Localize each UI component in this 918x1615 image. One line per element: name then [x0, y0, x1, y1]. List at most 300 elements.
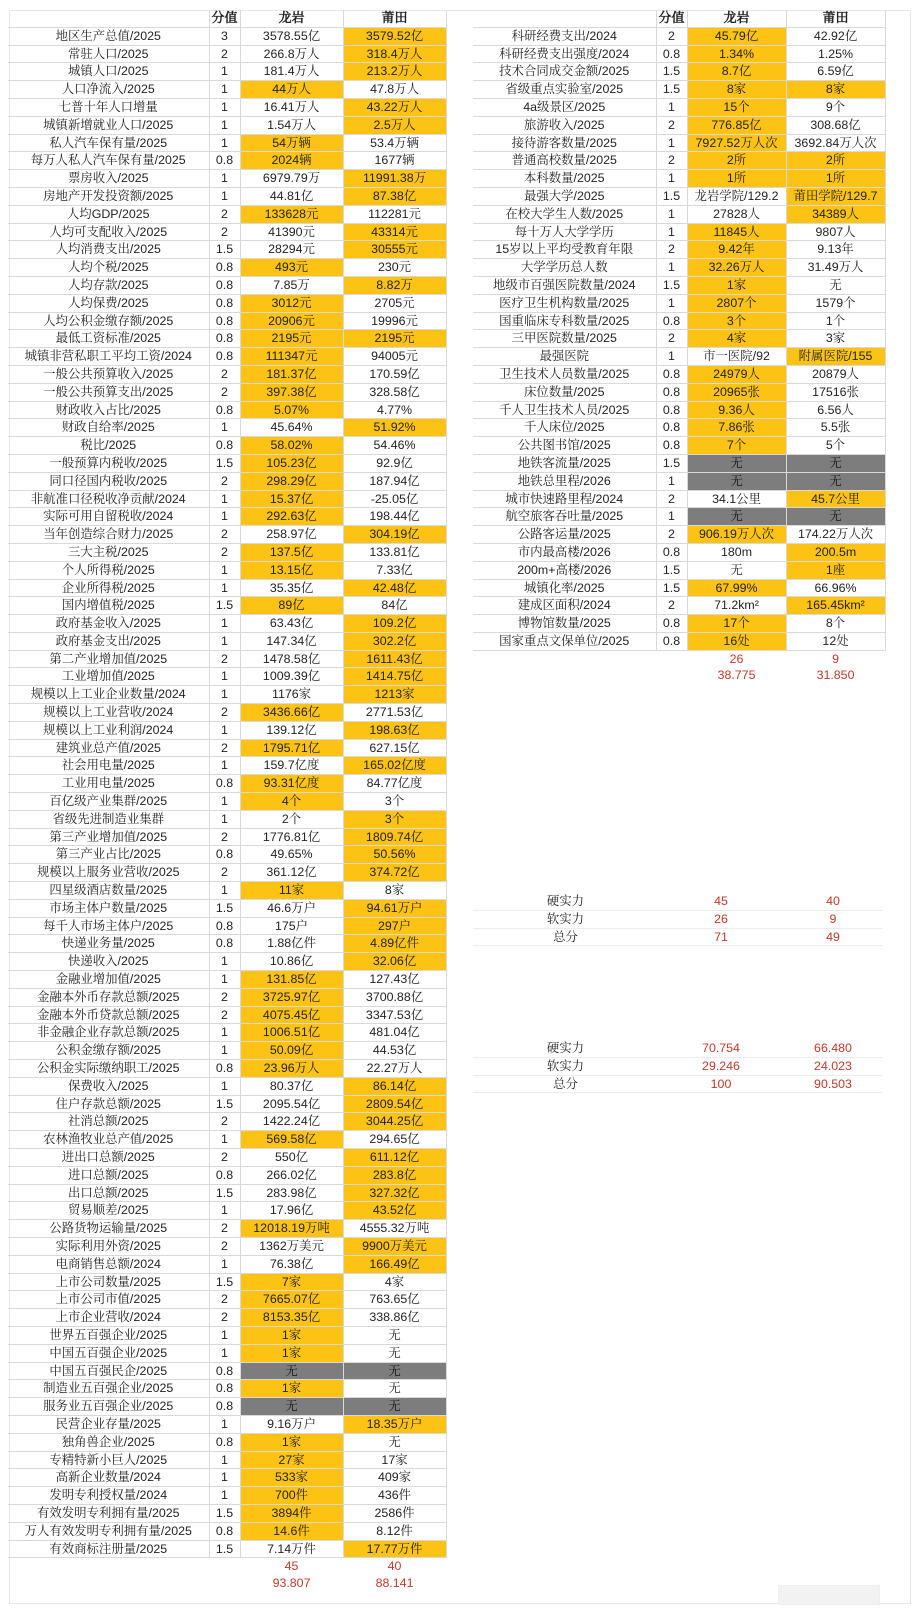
putian-total: 31.850 [816, 668, 855, 683]
indicator-name: 金融本外币存款总额/2025 [8, 988, 209, 1006]
longyan-value: 89亿 [240, 597, 343, 615]
weight-value: 0.8 [209, 294, 240, 312]
putian-value: 2所 [786, 152, 885, 170]
longyan-value: 1.88亿件 [240, 935, 343, 953]
indicator-name: 中国五百强企业/2025 [8, 1344, 209, 1362]
weight-value: 1 [209, 1042, 240, 1060]
indicator-name: 社会用电量/2025 [8, 757, 209, 775]
longyan-value: 9.36人 [687, 401, 786, 419]
weight-value: 2 [209, 472, 240, 490]
indicator-name: 省级重点实验室/2025 [473, 81, 656, 99]
putian-value: 2.5万人 [343, 116, 446, 134]
putian-value: 54.46% [343, 437, 446, 455]
putian-value: 174.22万人次 [786, 526, 885, 544]
indicator-name: 城镇人口/2025 [8, 63, 209, 81]
weight-value: 2 [209, 45, 240, 63]
longyan-value: 8153.35亿 [240, 1309, 343, 1327]
table-row [8, 828, 446, 846]
summary-label: 软实力 [546, 911, 585, 926]
putian-value: 2195元 [343, 330, 446, 348]
table-row [8, 739, 446, 757]
table-row [8, 953, 446, 971]
longyan-value: 147.34亿 [240, 632, 343, 650]
summary-table-raw [473, 893, 882, 946]
putian-value: 45.7公里 [786, 490, 885, 508]
weight-value: 0.8 [656, 45, 687, 63]
weight-value: 2 [209, 1291, 240, 1309]
longyan-value: 20906元 [240, 312, 343, 330]
putian-value: 9807人 [786, 223, 885, 241]
indicator-name: 规模以上工业营收/2024 [8, 704, 209, 722]
weight-value: 0.8 [209, 1433, 240, 1451]
putian-value: 8家 [343, 882, 446, 900]
weight-value: 2 [209, 988, 240, 1006]
putian-value: 无 [343, 1380, 446, 1398]
indicator-name: 快递业务量/2025 [8, 935, 209, 953]
putian-value: 18.35万户 [343, 1415, 446, 1433]
putian-value: 297户 [343, 917, 446, 935]
indicator-name: 医疗卫生机构数量/2025 [473, 294, 656, 312]
putian-value: 5.5张 [786, 419, 885, 437]
table-row [473, 45, 885, 63]
putian-value: 3347.53亿 [343, 1006, 446, 1024]
putian-value: 87.38亿 [343, 187, 446, 205]
putian-total: 40 [387, 1559, 402, 1574]
longyan-value: 80.37亿 [240, 1077, 343, 1095]
longyan-value: 49.65% [240, 846, 343, 864]
indicator-name: 有效发明专利拥有量/2025 [8, 1504, 209, 1522]
table-row [8, 1362, 446, 1380]
indicator-name: 人均保费/2025 [8, 294, 209, 312]
weight-value: 2 [656, 152, 687, 170]
longyan-score: 70.754 [702, 1041, 740, 1055]
weight-value: 0.8 [209, 312, 240, 330]
indicator-name: 规模以上工业企业数量/2024 [8, 686, 209, 704]
putian-value: 3700.88亿 [343, 988, 446, 1006]
indicator-name: 电商销售总额/2024 [8, 1255, 209, 1273]
weight-value: 2 [209, 526, 240, 544]
putian-value: 1个 [786, 312, 885, 330]
putian-value: 1809.74亿 [343, 828, 446, 846]
putian-value: 6.56人 [786, 401, 885, 419]
weight-value: 1 [656, 508, 687, 526]
indicator-name: 大学学历总人数 [473, 259, 656, 277]
weight-value: 1.5 [209, 899, 240, 917]
header-longyan: 龙岩 [240, 10, 343, 27]
watermark-box [778, 1585, 880, 1605]
score-total-row [8, 1575, 446, 1592]
table-row [8, 1006, 446, 1024]
putian-value: 338.86亿 [343, 1309, 446, 1327]
table-row [8, 1255, 446, 1273]
longyan-value: 1家 [240, 1326, 343, 1344]
putian-value: 8个 [786, 615, 885, 633]
longyan-value: 1.54万人 [240, 116, 343, 134]
table-row [8, 1273, 446, 1291]
indicator-name: 国重临床专科数量/2025 [473, 312, 656, 330]
table-row [473, 241, 885, 259]
table-row [8, 508, 446, 526]
table-row [8, 1398, 446, 1416]
putian-value: 32.06亿 [343, 953, 446, 971]
longyan-value: 8.7亿 [687, 63, 786, 81]
longyan-value: 181.37亿 [240, 365, 343, 383]
putian-value: 9个 [786, 98, 885, 116]
putian-value: 17家 [343, 1451, 446, 1469]
putian-value: 莆田学院/129.7 [786, 187, 885, 205]
score-total-row [8, 1558, 446, 1575]
putian-value: 4家 [343, 1273, 446, 1291]
table-row [473, 312, 885, 330]
longyan-value: 44.81亿 [240, 187, 343, 205]
weight-value: 1 [209, 1202, 240, 1220]
weight-value: 0.8 [209, 437, 240, 455]
score-total-row [473, 650, 885, 667]
weight-value: 1 [656, 294, 687, 312]
indicator-name: 第二产业增加值/2025 [8, 650, 209, 668]
putian-value: 1677辆 [343, 152, 446, 170]
putian-value: 92.9亿 [343, 454, 446, 472]
putian-value: 43.52亿 [343, 1202, 446, 1220]
table-row [8, 615, 446, 633]
longyan-score: 45 [714, 894, 728, 908]
weight-value: 2 [209, 1113, 240, 1131]
putian-value: 302.2亿 [343, 632, 446, 650]
indicator-name: 国家重点文保单位/2025 [473, 632, 656, 650]
summary-label: 总分 [553, 1076, 578, 1091]
weight-value: 0.8 [209, 1380, 240, 1398]
longyan-value: 3725.97亿 [240, 988, 343, 1006]
weight-value: 2 [209, 828, 240, 846]
weight-value: 2 [209, 205, 240, 223]
indicator-name: 保费收入/2025 [8, 1077, 209, 1095]
weight-value: 1 [209, 561, 240, 579]
longyan-value: 137.5亿 [240, 543, 343, 561]
table-row [473, 419, 885, 437]
indicator-name: 公积金缴存额/2025 [8, 1042, 209, 1060]
putian-value: 3家 [786, 330, 885, 348]
indicator-name: 实际利用外资/2025 [8, 1237, 209, 1255]
weight-value: 1 [209, 116, 240, 134]
putian-value: 2771.53亿 [343, 704, 446, 722]
putian-value: 165.45km² [786, 597, 885, 615]
indicator-name: 百亿级产业集群/2025 [8, 793, 209, 811]
indicator-name: 当年创造综合财力/2025 [8, 526, 209, 544]
indicator-name: 工业用电量/2025 [8, 775, 209, 793]
indicator-name: 最低工资标准/2025 [8, 330, 209, 348]
indicator-name: 制造业五百强企业/2025 [8, 1380, 209, 1398]
table-row [473, 187, 885, 205]
indicator-name: 税比/2025 [8, 437, 209, 455]
indicator-name: 企业所得税/2025 [8, 579, 209, 597]
weight-value: 1 [656, 205, 687, 223]
table-row [8, 241, 446, 259]
weight-value: 0.8 [209, 152, 240, 170]
longyan-value: 397.38亿 [240, 383, 343, 401]
putian-value: 409家 [343, 1469, 446, 1487]
table-row [8, 1415, 446, 1433]
table-row [8, 1487, 446, 1505]
header-name [8, 10, 209, 27]
indicator-name: 每千人市场主体户/2025 [8, 917, 209, 935]
indicator-name: 公路客运量/2025 [473, 526, 656, 544]
indicator-name: 个人所得税/2025 [8, 561, 209, 579]
total-weight [209, 1558, 240, 1575]
indicator-name: 有效商标注册量/2025 [8, 1540, 209, 1558]
longyan-value: 2095.54亿 [240, 1095, 343, 1113]
header-name [473, 10, 656, 27]
score-total-row [473, 667, 885, 684]
weight-value: 1 [209, 419, 240, 437]
longyan-value: 181.4万人 [240, 63, 343, 81]
indicator-name: 财政收入占比/2025 [8, 401, 209, 419]
weight-value: 1 [656, 134, 687, 152]
weight-value: 1 [209, 1131, 240, 1149]
indicator-name: 技术合同成交金额/2025 [473, 63, 656, 81]
putian-score: 66.480 [814, 1041, 852, 1055]
longyan-total: 38.775 [717, 668, 756, 683]
indicator-name: 民营企业存量/2025 [8, 1415, 209, 1433]
putian-value: 11991.38万 [343, 170, 446, 188]
indicator-name: 普通高校数量/2025 [473, 152, 656, 170]
table-row [8, 1077, 446, 1095]
table-row [8, 1060, 446, 1078]
longyan-total: 45 [284, 1559, 299, 1574]
table-row [8, 312, 446, 330]
longyan-value: 93.31亿度 [240, 775, 343, 793]
weight-value: 1 [209, 953, 240, 971]
table-row [8, 775, 446, 793]
longyan-value: 8家 [687, 81, 786, 99]
putian-value: 328.58亿 [343, 383, 446, 401]
table-row [8, 1024, 446, 1042]
longyan-value: 1478.58亿 [240, 650, 343, 668]
indicator-name: 建成区面积/2024 [473, 597, 656, 615]
table-row [8, 846, 446, 864]
putian-value: 3个 [343, 810, 446, 828]
longyan-value: 14.6件 [240, 1522, 343, 1540]
putian-value: 53.4万辆 [343, 134, 446, 152]
indicator-name: 金融本外币贷款总额/2025 [8, 1006, 209, 1024]
putian-value: 611.12亿 [343, 1149, 446, 1167]
longyan-value: 46.6万户 [240, 899, 343, 917]
table-row [8, 419, 446, 437]
longyan-value: 3436.66亿 [240, 704, 343, 722]
weight-value: 0.8 [656, 401, 687, 419]
longyan-value: 无 [240, 1398, 343, 1416]
putian-value: 17516张 [786, 383, 885, 401]
putian-value: 2586件 [343, 1504, 446, 1522]
table-row [8, 170, 446, 188]
table-row [8, 1131, 446, 1149]
weight-value: 0.8 [209, 401, 240, 419]
putian-value: 1所 [786, 170, 885, 188]
putian-value: 127.43亿 [343, 971, 446, 989]
table-row [8, 294, 446, 312]
weight-value: 2 [656, 27, 687, 45]
putian-value: 763.65亿 [343, 1291, 446, 1309]
weight-value: 1 [209, 1326, 240, 1344]
weight-value: 2 [209, 365, 240, 383]
table-row [8, 81, 446, 99]
weight-value: 1.5 [656, 454, 687, 472]
table-row [8, 490, 446, 508]
weight-value: 2 [656, 490, 687, 508]
header-weight: 分值 [209, 10, 240, 27]
header-weight: 分值 [656, 10, 687, 27]
weight-value: 1.5 [209, 241, 240, 259]
table-row [8, 597, 446, 615]
weight-value: 1 [209, 579, 240, 597]
table-row [8, 704, 446, 722]
indicator-name: 中国五百强民企/2025 [8, 1362, 209, 1380]
weight-value: 1 [656, 348, 687, 366]
longyan-value: 1422.24亿 [240, 1113, 343, 1131]
indicator-name: 一般预算内税收/2025 [8, 454, 209, 472]
longyan-value: 17.96亿 [240, 1202, 343, 1220]
table-row [8, 721, 446, 739]
table-row [8, 1149, 446, 1167]
weight-value: 0.8 [209, 1522, 240, 1540]
longyan-value: 10.86亿 [240, 953, 343, 971]
indicator-name: 公共图书馆/2025 [473, 437, 656, 455]
indicator-name: 最强医院 [473, 348, 656, 366]
longyan-value: 906.19万人次 [687, 526, 786, 544]
weight-value: 1 [209, 63, 240, 81]
putian-value: 1579个 [786, 294, 885, 312]
summary-label: 硬实力 [546, 894, 585, 908]
table-row [8, 882, 446, 900]
weight-value: 1 [209, 1451, 240, 1469]
weight-value: 1 [209, 98, 240, 116]
longyan-value: 180m [687, 543, 786, 561]
putian-value: 200.5m [786, 543, 885, 561]
putian-value: 230元 [343, 259, 446, 277]
table-row [8, 152, 446, 170]
longyan-value: 34.1公里 [687, 490, 786, 508]
indicator-name: 人均GDP/2025 [8, 205, 209, 223]
weight-value: 1.5 [656, 81, 687, 99]
table-row [8, 63, 446, 81]
table-row [473, 223, 885, 241]
indicator-name: 快递收入/2025 [8, 953, 209, 971]
table-row [8, 668, 446, 686]
putian-score: 9 [829, 911, 837, 926]
longyan-value: 133628元 [240, 205, 343, 223]
weight-value: 1.5 [209, 1504, 240, 1522]
indicator-name: 国内增值税/2025 [8, 597, 209, 615]
longyan-value: 159.7亿度 [240, 757, 343, 775]
longyan-value: 7927.52万人次 [687, 134, 786, 152]
putian-value: 4.89亿件 [343, 935, 446, 953]
weight-value: 1.5 [656, 187, 687, 205]
table-row [473, 152, 885, 170]
longyan-value: 54万辆 [240, 134, 343, 152]
weight-value: 0.8 [209, 1060, 240, 1078]
putian-value: 187.94亿 [343, 472, 446, 490]
longyan-value: 45.79亿 [687, 27, 786, 45]
summary-label: 硬实力 [546, 1041, 585, 1055]
indicator-name: 四星级酒店数量/2025 [8, 882, 209, 900]
weight-value: 2 [209, 1220, 240, 1238]
indicator-name: 最强大学/2025 [473, 187, 656, 205]
longyan-value: 67.99% [687, 579, 786, 597]
table-row [473, 561, 885, 579]
longyan-value: 1795.71亿 [240, 739, 343, 757]
weight-value: 0.8 [209, 1166, 240, 1184]
indicator-name: 人均存款/2025 [8, 276, 209, 294]
table-row [473, 81, 885, 99]
table-row [8, 632, 446, 650]
putian-value: 436件 [343, 1487, 446, 1505]
longyan-value: 1362万美元 [240, 1237, 343, 1255]
indicator-name: 工业增加值/2025 [8, 668, 209, 686]
indicator-name: 接待游客数量/2025 [473, 134, 656, 152]
table-row [473, 365, 885, 383]
longyan-score: 26 [714, 911, 728, 926]
table-row [8, 187, 446, 205]
indicator-name: 常驻人口/2025 [8, 45, 209, 63]
indicator-name: 发明专利授权量/2024 [8, 1487, 209, 1505]
putian-value: 19996元 [343, 312, 446, 330]
weight-value: 1 [209, 1077, 240, 1095]
indicator-name: 地区生产总值/2025 [8, 27, 209, 45]
longyan-value: 298.29亿 [240, 472, 343, 490]
indicator-name: 在校大学生人数/2025 [473, 205, 656, 223]
longyan-value: 1家 [687, 276, 786, 294]
left-comparison-table [8, 10, 447, 1592]
table-row [8, 1380, 446, 1398]
table-row [8, 472, 446, 490]
putian-value: 2809.54亿 [343, 1095, 446, 1113]
weight-value: 1 [209, 882, 240, 900]
summary-label: 总分 [553, 929, 578, 944]
putian-value: 66.96% [786, 579, 885, 597]
putian-value: 94.61万户 [343, 899, 446, 917]
putian-score: 24.023 [814, 1058, 852, 1073]
weight-value: 2 [656, 526, 687, 544]
weight-value: 1 [209, 721, 240, 739]
weight-value: 0.8 [656, 419, 687, 437]
putian-value: 9900万美元 [343, 1237, 446, 1255]
indicator-name: 规模以上工业利润/2024 [8, 721, 209, 739]
putian-value: 22.27万人 [343, 1060, 446, 1078]
longyan-score: 100 [710, 1076, 732, 1091]
indicator-name: 出口总额/2025 [8, 1184, 209, 1202]
putian-value: 283.8亿 [343, 1166, 446, 1184]
table-row [473, 330, 885, 348]
table-row [8, 579, 446, 597]
weight-value: 0.8 [209, 1362, 240, 1380]
putian-value: 无 [343, 1433, 446, 1451]
weight-value: 1 [209, 1255, 240, 1273]
longyan-value: 15.37亿 [240, 490, 343, 508]
weight-value: 0.8 [656, 632, 687, 650]
putian-value: 5个 [786, 437, 885, 455]
weight-value: 1.5 [209, 1095, 240, 1113]
longyan-value: 12018.19万吨 [240, 1220, 343, 1238]
indicator-name: 农林渔牧业总产值/2025 [8, 1131, 209, 1149]
indicator-name: 卫生技术人员数量/2025 [473, 365, 656, 383]
table-row [8, 1540, 446, 1558]
putian-value: 8家 [786, 81, 885, 99]
indicator-name: 服务业五百强企业/2025 [8, 1398, 209, 1416]
total-weight [656, 667, 687, 684]
putian-value: 1座 [786, 561, 885, 579]
table-row [473, 543, 885, 561]
putian-value: 4555.32万吨 [343, 1220, 446, 1238]
longyan-value: 1家 [240, 1433, 343, 1451]
